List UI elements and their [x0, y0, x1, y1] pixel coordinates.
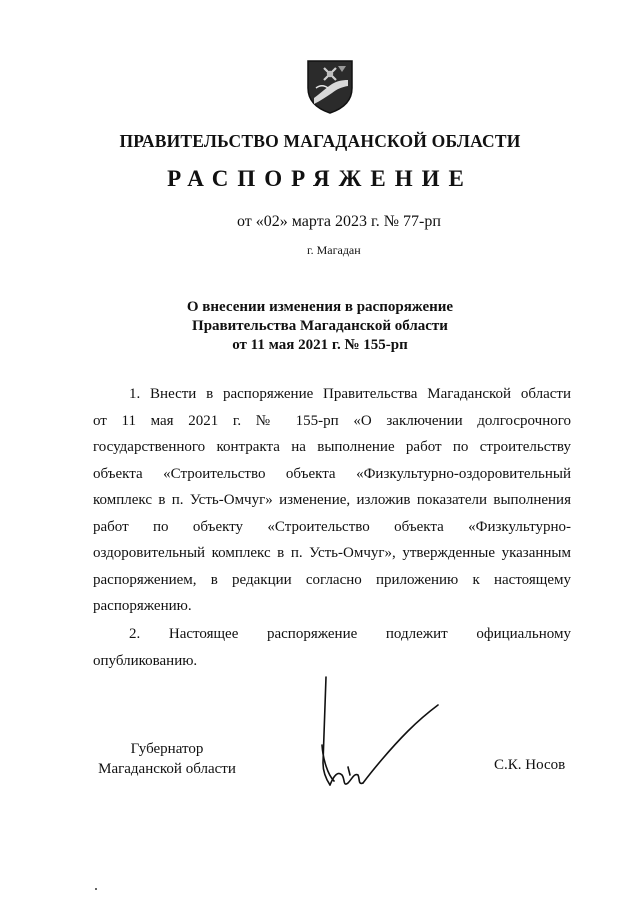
paragraph-line: распоряжению. — [93, 598, 192, 614]
signatory-name: С.К. Носов — [494, 757, 566, 773]
subject-line: О внесении изменения в распоряжение — [186, 299, 454, 315]
paragraph-line: от 11 мая 2021 г. № 155-рп «О заключении долгосрочного — [93, 412, 571, 429]
subject-line: от 11 мая 2021 г. № 155-рп — [232, 337, 408, 353]
paragraph-line: 1. Внести в распоряжение Правительства Магаданской области — [129, 386, 571, 402]
signatory-title-line: Магаданской области — [98, 761, 236, 777]
paragraph-line: объекта «Строительство объекта «Физкультурно-оздоровительный — [93, 465, 571, 482]
paragraph-line: комплекс в п. Усть-Омчуг» изменение, изложив показатели выполнения — [93, 492, 571, 508]
coat-of-arms-icon — [304, 58, 356, 114]
subject-line: Правительства Магаданской области — [192, 318, 448, 334]
paragraph-2 — [93, 621, 571, 674]
signatory-title-line: Губернатор — [130, 741, 204, 757]
paragraph-1 — [93, 381, 571, 620]
organization-title: ПРАВИТЕЛЬСТВО МАГАДАНСКОЙ ОБЛАСТИ — [119, 131, 521, 151]
handwritten-signature — [310, 675, 450, 805]
paragraph-line: 2. Настоящее распоряжение подлежит официальному — [129, 626, 571, 642]
signatory-title — [97, 739, 237, 779]
document-date-number: от «02» марта 2023 г. № 77-рп — [237, 213, 441, 230]
paragraph-line: работ по объекту «Строительство объекта «Физкультурно- — [93, 518, 571, 535]
document-subject — [0, 298, 640, 355]
paragraph-line: распоряжением, в редакции согласно приложению к настоящему — [93, 571, 571, 588]
page-mark — [95, 888, 97, 890]
paragraph-line: оздоровительный комплекс в п. Усть-Омчуг», утвержденные указанным — [93, 545, 571, 561]
paragraph-line: государственного контракта на выполнение работ по строительству — [93, 439, 571, 455]
document-type-title: РАСПОРЯЖЕНИЕ — [167, 166, 473, 191]
paragraph-line: опубликованию. — [93, 652, 198, 669]
document-city: г. Магадан — [307, 243, 361, 257]
